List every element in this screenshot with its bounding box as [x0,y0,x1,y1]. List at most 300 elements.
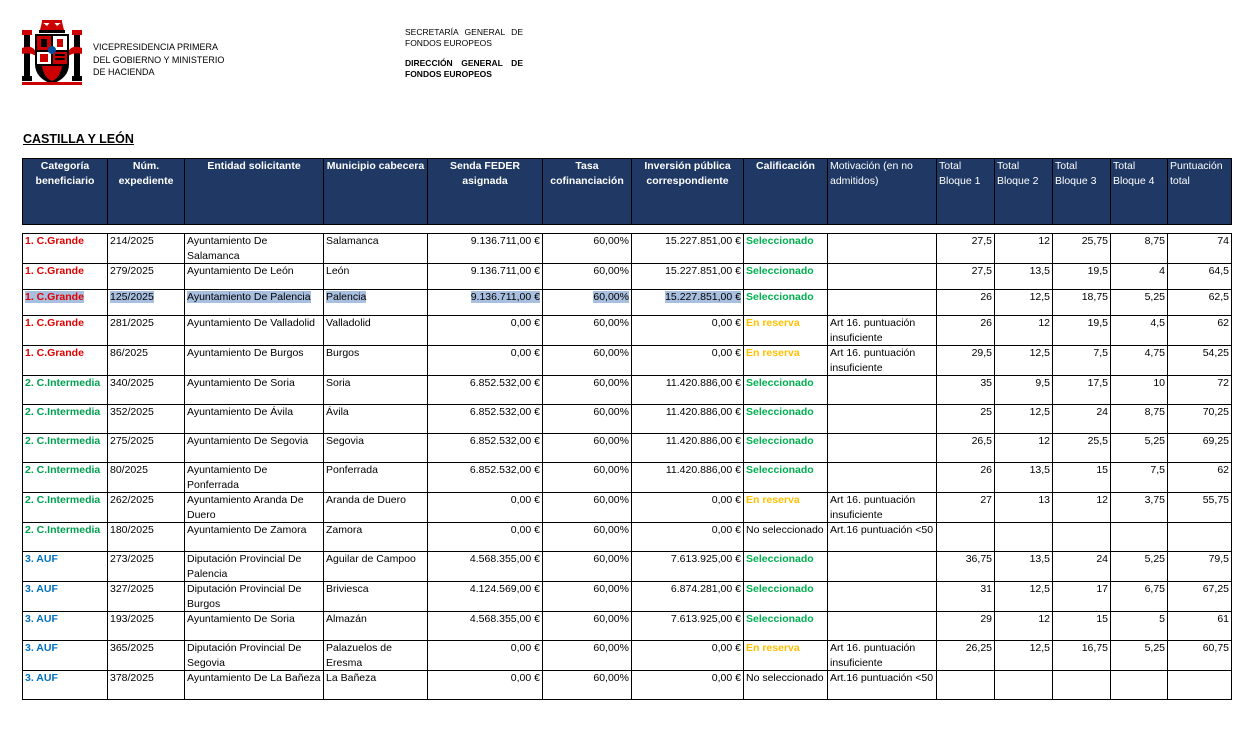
category-text: 2. C.Intermedia [25,524,101,536]
document-header [0,0,1252,120]
calificacion-cell [744,405,828,434]
bloque1-text: 26 [980,291,992,303]
header-row [23,159,1232,225]
calificacion-text: Seleccionado [746,583,814,595]
motivacion-cell [828,493,937,523]
bloque4-cell [1111,463,1168,493]
calificacion-text: En reserva [746,494,800,506]
tasa-cell [543,641,632,671]
bloque2-text: 12 [1038,613,1050,625]
bloque4-cell [1111,523,1168,552]
expediente-text: 279/2025 [110,265,154,277]
category-cell [23,405,108,434]
tasa-text: 60,00% [593,524,629,536]
bloque3-text: 24 [1096,553,1108,565]
expediente-cell [108,523,185,552]
entidad-cell [185,316,324,346]
category-cell [23,290,108,316]
table-row [23,552,1232,582]
bloque4-cell [1111,612,1168,641]
bloque4-cell [1111,434,1168,463]
tasa-text: 60,00% [593,464,629,476]
tasa-cell [543,582,632,612]
expediente-text: 180/2025 [110,524,154,536]
expediente-text: 327/2025 [110,583,154,595]
ministry-line: VICEPRESIDENCIA PRIMERA [93,42,219,52]
total-cell [1168,612,1232,641]
bloque1-text: 36,75 [965,553,992,565]
bloque2-cell [995,376,1053,405]
municipio-text: Palencia [326,291,367,303]
category-text: 2. C.Intermedia [25,435,101,447]
bloque1-text: 25 [980,406,992,418]
bloque1-cell [937,264,995,290]
inversion-cell [632,552,744,582]
bloque3-text: 15 [1096,613,1108,625]
tasa-text: 60,00% [593,553,629,565]
municipio-text: Aguilar de Campoo [326,553,416,565]
column-header: Total Bloque 4 [1111,159,1168,225]
inversion-text: 0,00 € [711,642,741,654]
bloque2-cell [995,671,1053,700]
bloque2-text: 12,5 [1029,291,1050,303]
bloque2-cell [995,463,1053,493]
bloque3-text: 25,75 [1081,235,1108,247]
expediente-text: 86/2025 [110,347,148,359]
category-text: 3. AUF [25,583,58,595]
category-text: 1. C.Grande [25,347,84,359]
bloque4-cell [1111,641,1168,671]
bloque4-cell [1111,234,1168,264]
bloque1-cell [937,612,995,641]
expediente-cell [108,641,185,671]
total-cell [1168,264,1232,290]
category-cell [23,264,108,290]
senda-text: 9.136.711,00 € [470,291,540,303]
bloque4-cell [1111,376,1168,405]
inversion-text: 15.227.851,00 € [665,235,741,247]
tasa-cell [543,671,632,700]
bloque1-text: 26,5 [971,435,992,447]
tasa-text: 60,00% [593,642,629,654]
expediente-cell [108,234,185,264]
entidad-text: Ayuntamiento De Ponferrada [187,464,268,491]
expediente-cell [108,582,185,612]
total-text: 55,75 [1202,494,1229,506]
senda-cell [428,346,543,376]
bloque3-text: 17,5 [1087,377,1108,389]
bloque1-text: 27,5 [971,265,992,277]
bloque2-cell [995,346,1053,376]
calificacion-text: Seleccionado [746,406,814,418]
bloque1-text: 26 [980,317,992,329]
inversion-text: 11.420.886,00 € [665,435,741,447]
municipio-cell [324,612,428,641]
bloque3-text: 16,75 [1081,642,1108,654]
motivacion-text: Art.16 puntuación <50 [830,524,934,536]
municipio-cell [324,463,428,493]
expediente-text: 193/2025 [110,613,154,625]
expediente-text: 378/2025 [110,672,154,684]
calificacion-cell [744,612,828,641]
entidad-text: Diputación Provincial De Burgos [187,583,302,610]
entidad-cell [185,641,324,671]
region-title: CASTILLA Y LEÓN [23,132,134,146]
table-row [23,234,1232,264]
bloque4-text: 4,75 [1144,347,1165,359]
municipio-cell [324,316,428,346]
bloque4-text: 8,75 [1144,406,1165,418]
bloque3-text: 7,5 [1093,347,1108,359]
bloque4-cell [1111,346,1168,376]
entidad-text: Diputación Provincial De Segovia [187,642,302,669]
calificacion-cell [744,582,828,612]
bloque1-text: 29 [980,613,992,625]
bloque2-cell [995,582,1053,612]
municipio-cell [324,264,428,290]
inversion-cell [632,463,744,493]
column-header: Total Bloque 3 [1053,159,1111,225]
bloque1-cell [937,405,995,434]
inversion-cell [632,493,744,523]
inversion-cell [632,671,744,700]
municipio-cell [324,376,428,405]
expediente-cell [108,264,185,290]
tasa-text: 60,00% [593,265,629,277]
category-text: 3. AUF [25,642,58,654]
motivacion-text: Art 16. puntuación insuficiente [830,642,916,669]
municipio-cell [324,552,428,582]
municipio-cell [324,523,428,552]
column-header: Puntuación total [1168,159,1232,225]
tasa-text: 60,00% [593,377,629,389]
bloque2-cell [995,641,1053,671]
bloque2-text: 12 [1038,435,1050,447]
motivacion-cell [828,671,937,700]
total-text: 62,5 [1208,291,1229,303]
bloque3-text: 24 [1096,406,1108,418]
bloque4-cell [1111,582,1168,612]
expediente-cell [108,671,185,700]
calificacion-cell [744,290,828,316]
senda-cell [428,434,543,463]
senda-text: 6.852.532,00 € [469,377,540,389]
calificacion-cell [744,493,828,523]
calificacion-text: Seleccionado [746,265,814,277]
total-text: 72 [1217,377,1229,389]
bloque2-cell [995,434,1053,463]
bloque3-text: 25,5 [1087,435,1108,447]
bloque4-cell [1111,316,1168,346]
category-cell [23,641,108,671]
category-text: 2. C.Intermedia [25,494,101,506]
bloque1-text: 35 [980,377,992,389]
category-cell [23,493,108,523]
municipio-text: Briviesca [326,583,369,595]
tasa-cell [543,346,632,376]
entidad-cell [185,405,324,434]
senda-cell [428,641,543,671]
bloque1-cell [937,290,995,316]
bloque3-text: 18,75 [1081,291,1108,303]
bloque2-text: 12,5 [1029,347,1050,359]
motivacion-cell [828,523,937,552]
bloque1-cell [937,552,995,582]
inversion-cell [632,376,744,405]
tasa-text: 60,00% [593,672,629,684]
bloque1-text: 27 [980,494,992,506]
entidad-text: Ayuntamiento De Ávila [187,406,294,418]
calificacion-text: Seleccionado [746,377,814,389]
category-cell [23,463,108,493]
senda-text: 6.852.532,00 € [469,406,540,418]
bloque2-text: 13,5 [1029,265,1050,277]
bloque1-cell [937,434,995,463]
senda-text: 4.124.569,00 € [469,583,540,595]
municipio-text: Palazuelos de Eresma [326,642,392,669]
motivacion-text: Art 16. puntuación insuficiente [830,347,916,374]
bloque1-cell [937,523,995,552]
bloque1-cell [937,493,995,523]
entidad-cell [185,612,324,641]
bloque4-cell [1111,264,1168,290]
municipio-cell [324,671,428,700]
total-text: 69,25 [1202,435,1229,447]
ministry-name [93,41,224,79]
expediente-cell [108,434,185,463]
municipio-cell [324,234,428,264]
table-row [23,493,1232,523]
calificacion-cell [744,234,828,264]
bloque4-text: 5,25 [1144,553,1165,565]
expediente-text: 80/2025 [110,464,148,476]
column-header: Núm. expediente [108,159,185,225]
entidad-cell [185,376,324,405]
entidad-cell [185,523,324,552]
bloque3-cell [1053,405,1111,434]
total-text: 67,25 [1202,583,1229,595]
expediente-text: 275/2025 [110,435,154,447]
category-text: 3. AUF [25,613,58,625]
motivacion-cell [828,376,937,405]
ministry-line: DE HACIENDA [93,67,155,77]
total-cell [1168,552,1232,582]
total-text: 62 [1217,317,1229,329]
category-text: 3. AUF [25,672,58,684]
total-text: 62 [1217,464,1229,476]
municipio-text: Almazán [326,613,367,625]
total-cell [1168,523,1232,552]
column-header: Calificación [744,159,828,225]
motivacion-cell [828,316,937,346]
inversion-text: 11.420.886,00 € [665,377,741,389]
tasa-text: 60,00% [593,347,629,359]
senda-cell [428,671,543,700]
column-header: Municipio cabecera [324,159,428,225]
expediente-text: 352/2025 [110,406,154,418]
tasa-cell [543,523,632,552]
senda-text: 0,00 € [510,642,540,654]
bloque4-cell [1111,671,1168,700]
calificacion-text: Seleccionado [746,435,814,447]
senda-cell [428,612,543,641]
category-cell [23,612,108,641]
bloque2-text: 12,5 [1029,406,1050,418]
bloque4-cell [1111,552,1168,582]
senda-text: 0,00 € [510,494,540,506]
tasa-cell [543,290,632,316]
category-cell [23,523,108,552]
bloque3-cell [1053,434,1111,463]
motivacion-cell [828,264,937,290]
bloque3-cell [1053,264,1111,290]
bloque3-text: 17 [1096,583,1108,595]
calificacion-text: Seleccionado [746,613,814,625]
bloque2-cell [995,405,1053,434]
total-cell [1168,463,1232,493]
tasa-cell [543,434,632,463]
bloque3-cell [1053,346,1111,376]
tasa-cell [543,612,632,641]
bloque1-text: 26,25 [965,642,992,654]
bloque3-cell [1053,493,1111,523]
bloque4-text: 5,25 [1144,435,1165,447]
category-text: 2. C.Intermedia [25,406,101,418]
inversion-text: 15.227.851,00 € [665,265,741,277]
inversion-cell [632,523,744,552]
category-cell [23,234,108,264]
bloque1-cell [937,346,995,376]
bloque1-cell [937,671,995,700]
entidad-cell [185,234,324,264]
calificacion-text: En reserva [746,642,800,654]
column-header: Categoría beneficiario [23,159,108,225]
calificacion-cell [744,552,828,582]
entidad-text: Ayuntamiento De Segovia [187,435,309,447]
tasa-text: 60,00% [593,406,629,418]
entidad-text: Ayuntamiento De Palencia [187,291,311,303]
bloque3-cell [1053,376,1111,405]
total-text: 61 [1217,613,1229,625]
category-text: 3. AUF [25,553,58,565]
expediente-cell [108,463,185,493]
inversion-cell [632,641,744,671]
bloque3-cell [1053,463,1111,493]
entidad-text: Ayuntamiento De Valladolid [187,317,316,329]
entidad-text: Ayuntamiento De León [187,265,294,277]
bloque2-cell [995,316,1053,346]
senda-text: 0,00 € [510,672,540,684]
total-cell [1168,405,1232,434]
motivacion-cell [828,290,937,316]
calificacion-cell [744,641,828,671]
table-row [23,463,1232,493]
entidad-text: Diputación Provincial De Palencia [187,553,302,580]
total-cell [1168,434,1232,463]
bloque4-text: 3,75 [1144,494,1165,506]
total-cell [1168,582,1232,612]
bloque4-text: 6,75 [1144,583,1165,595]
inversion-text: 11.420.886,00 € [665,464,741,476]
bloque1-cell [937,463,995,493]
bloque2-text: 13 [1038,494,1050,506]
column-header: Total Bloque 1 [937,159,995,225]
tasa-text: 60,00% [593,583,629,595]
inversion-text: 0,00 € [711,317,741,329]
table-row [23,290,1232,316]
senda-text: 9.136.711,00 € [470,265,540,277]
senda-text: 9.136.711,00 € [470,235,540,247]
tasa-text: 60,00% [593,435,629,447]
inversion-text: 7.613.925,00 € [670,553,741,565]
total-cell [1168,316,1232,346]
tasa-cell [543,234,632,264]
bloque4-cell [1111,493,1168,523]
entidad-cell [185,463,324,493]
motivacion-cell [828,234,937,264]
motivacion-text: Art 16. puntuación insuficiente [830,317,916,344]
table-row [23,346,1232,376]
calificacion-text: Seleccionado [746,464,814,476]
bloque2-cell [995,523,1053,552]
total-cell [1168,493,1232,523]
inversion-text: 7.613.925,00 € [670,613,741,625]
tasa-text: 60,00% [593,291,629,303]
municipio-cell [324,493,428,523]
tasa-cell [543,264,632,290]
inversion-text: 0,00 € [711,524,741,536]
municipio-text: Aranda de Duero [326,494,406,506]
expediente-cell [108,405,185,434]
bloque2-text: 12 [1038,317,1050,329]
calificacion-text: Seleccionado [746,553,814,565]
tasa-cell [543,493,632,523]
bloque2-cell [995,290,1053,316]
motivacion-text: Art 16. puntuación insuficiente [830,494,916,521]
entidad-cell [185,290,324,316]
entidad-cell [185,493,324,523]
bloque1-text: 29,5 [971,347,992,359]
inversion-cell [632,612,744,641]
bloque2-cell [995,552,1053,582]
category-text: 2. C.Intermedia [25,464,101,476]
calificacion-text: Seleccionado [746,235,814,247]
inversion-cell [632,316,744,346]
bloque2-cell [995,264,1053,290]
table-row [23,523,1232,552]
expediente-text: 214/2025 [110,235,154,247]
municipio-cell [324,434,428,463]
expediente-text: 281/2025 [110,317,154,329]
motivacion-cell [828,346,937,376]
expediente-text: 125/2025 [110,291,154,303]
table-row [23,264,1232,290]
bloque2-text: 9,5 [1035,377,1050,389]
expediente-text: 273/2025 [110,553,154,565]
coat-of-arms-icon [22,18,82,90]
motivacion-cell [828,552,937,582]
bloque1-text: 31 [980,583,992,595]
bloque2-cell [995,234,1053,264]
category-cell [23,346,108,376]
inversion-cell [632,405,744,434]
tasa-cell [543,463,632,493]
motivacion-text: Art.16 puntuación <50 [830,672,934,684]
municipio-cell [324,290,428,316]
bloque3-cell [1053,290,1111,316]
bloque2-text: 12,5 [1029,583,1050,595]
motivacion-cell [828,405,937,434]
